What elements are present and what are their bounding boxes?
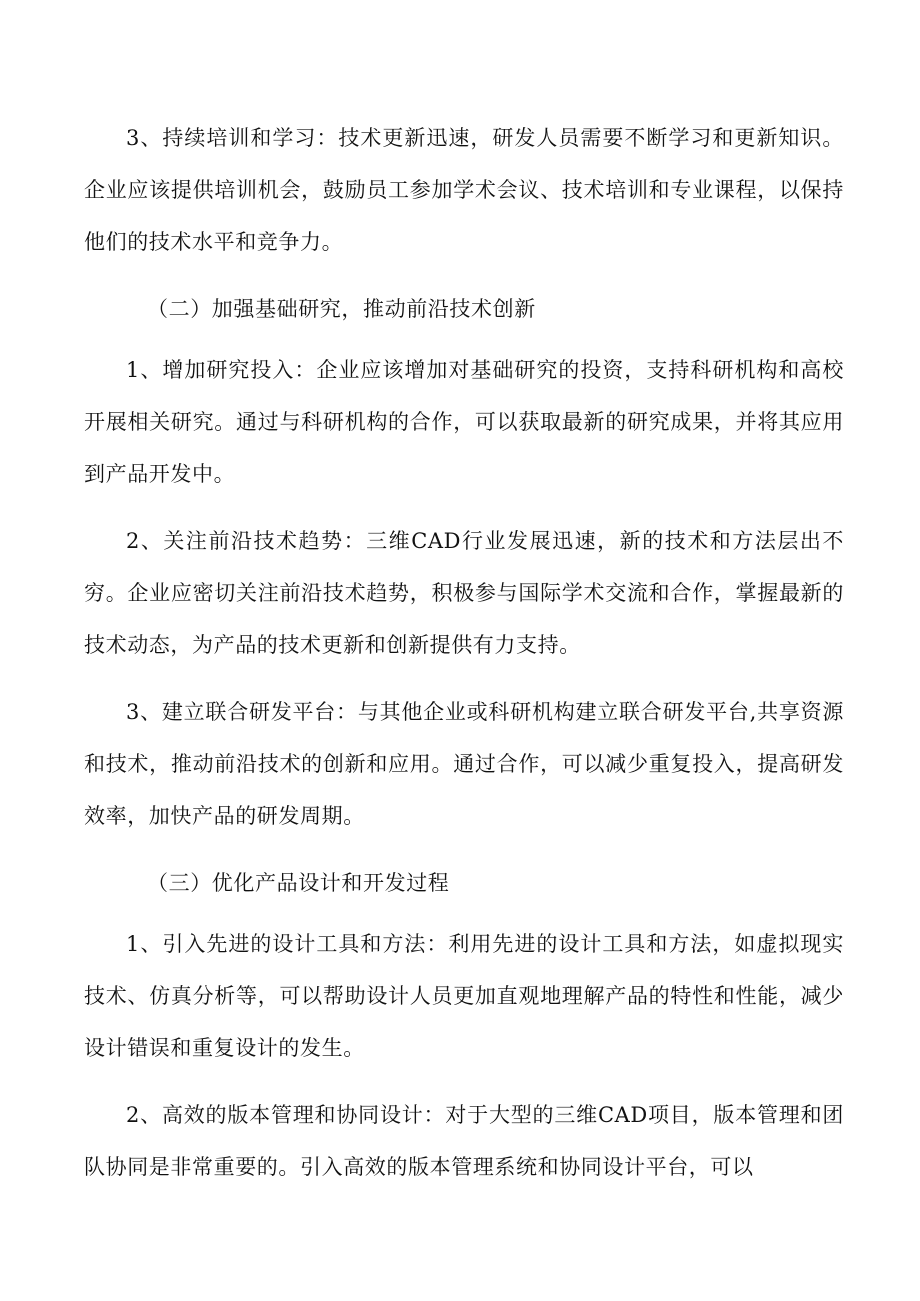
paragraph-frontier-trends: 2、关注前沿技术趋势：三维CAD行业发展迅速，新的技术和方法层出不穷。企业应密切关注前沿技术趋势，积极参与国际学术交流和合作，掌握最新的技术动态，为产品的技术更新和创新提供有力支持。 (84, 529, 844, 657)
section-heading-3: （三）优化产品设计和开发过程 (147, 871, 450, 895)
paragraph-joint-platform: 3、建立联合研发平台：与其他企业或科研机构建立联合研发平台,共享资源和技术，推动前沿技术的创新和应用。通过合作，可以减少重复投入，提高研发效率，加快产品的研发周期。 (84, 700, 844, 828)
paragraph-design-tools: 1、引入先进的设计工具和方法：利用先进的设计工具和方法，如虚拟现实技术、仿真分析等，可以帮助设计人员更加直观地理解产品的特性和性能，减少设计错误和重复设计的发生。 (84, 932, 844, 1060)
paragraph-continuous-training: 3、持续培训和学习：技术更新迅速，研发人员需要不断学习和更新知识。企业应该提供培训机会，鼓励员工参加学术会议、技术培训和专业课程，以保持他们的技术水平和竞争力。 (84, 126, 844, 254)
paragraph-research-investment: 1、增加研究投入：企业应该增加对基础研究的投资，支持科研机构和高校开展相关研究。通过与科研机构的合作，可以获取最新的研究成果，并将其应用到产品开发中。 (84, 358, 844, 486)
section-heading-2: （二）加强基础研究，推动前沿技术创新 (147, 297, 536, 321)
paragraph-version-management: 2、高效的版本管理和协同设计：对于大型的三维CAD项目，版本管理和团队协同是非常重要的。引入高效的版本管理系统和协同设计平台，可以 (84, 1103, 844, 1179)
